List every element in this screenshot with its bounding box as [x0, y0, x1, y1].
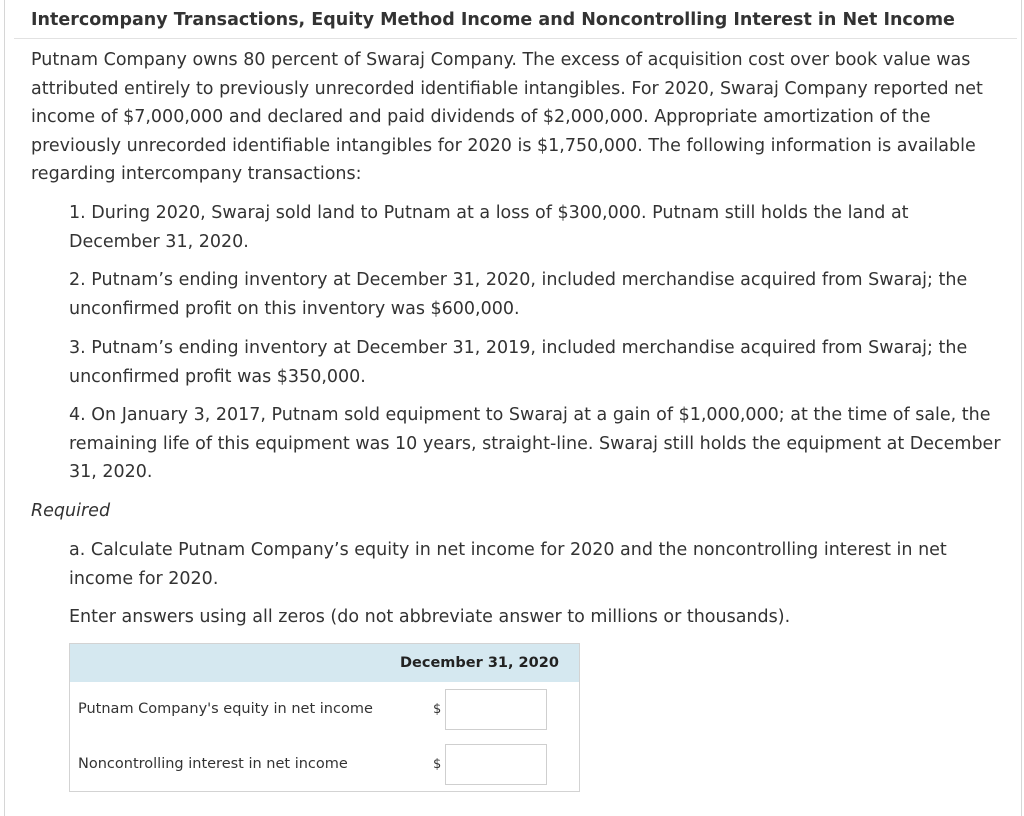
nci-income-input[interactable] — [445, 744, 547, 785]
part-a-question: a. Calculate Putnam Company’s equity in net income for 2020 and the noncontrolling interest in net income for 2020. — [69, 540, 947, 589]
problem-title: Intercompany Transactions, Equity Method Income and Noncontrolling Interest in Net Income — [31, 10, 955, 30]
dollar-sign: $ — [433, 702, 442, 717]
dollar-sign: $ — [433, 757, 442, 772]
row-label-equity-income: Putnam Company's equity in net income — [78, 701, 373, 717]
column-header-date: December 31, 2020 — [400, 655, 559, 671]
table-header — [70, 644, 579, 682]
transaction-item-4: 4. On January 3, 2017, Putnam sold equipment to Swaraj at a gain of $1,000,000; at the time of sale, the remaining life of this equipment was 10 years, straight-line. Swaraj still holds the equipment at December 31, 2020. — [69, 405, 1001, 483]
required-label: Required — [31, 501, 111, 521]
transaction-item-1: 1. During 2020, Swaraj sold land to Putnam at a loss of $300,000. Putnam still holds the land at December 31, 2020. — [69, 203, 909, 252]
table-row — [70, 682, 579, 737]
problem-intro: Putnam Company owns 80 percent of Swaraj Company. The excess of acquisition cost over book value was attributed entirely to previously unrecorded identifiable intangibles. For 2020, Swaraj Company reported net income of $7,000,000 and declared and paid dividends of $2,000,000. Appropriate amortization of the previously unrecorded identifiable intangibles for 2020 is $1,750,000. The following information is available regarding intercompany transactions: — [31, 50, 983, 185]
title-divider — [14, 38, 1017, 39]
row-label-nci-income: Noncontrolling interest in net income — [78, 756, 348, 772]
answer-instruction: Enter answers using all zeros (do not abbreviate answer to millions or thousands). — [69, 607, 791, 627]
table-row — [70, 737, 579, 792]
transaction-item-3: 3. Putnam’s ending inventory at December 31, 2019, included merchandise acquired from Swaraj; the unconfirmed profit was $350,000. — [69, 338, 968, 387]
transaction-item-2: 2. Putnam’s ending inventory at December 31, 2020, included merchandise acquired from Swaraj; the unconfirmed profit on this inventory was $600,000. — [69, 270, 968, 319]
equity-income-input[interactable] — [445, 689, 547, 730]
answer-table — [69, 643, 580, 792]
